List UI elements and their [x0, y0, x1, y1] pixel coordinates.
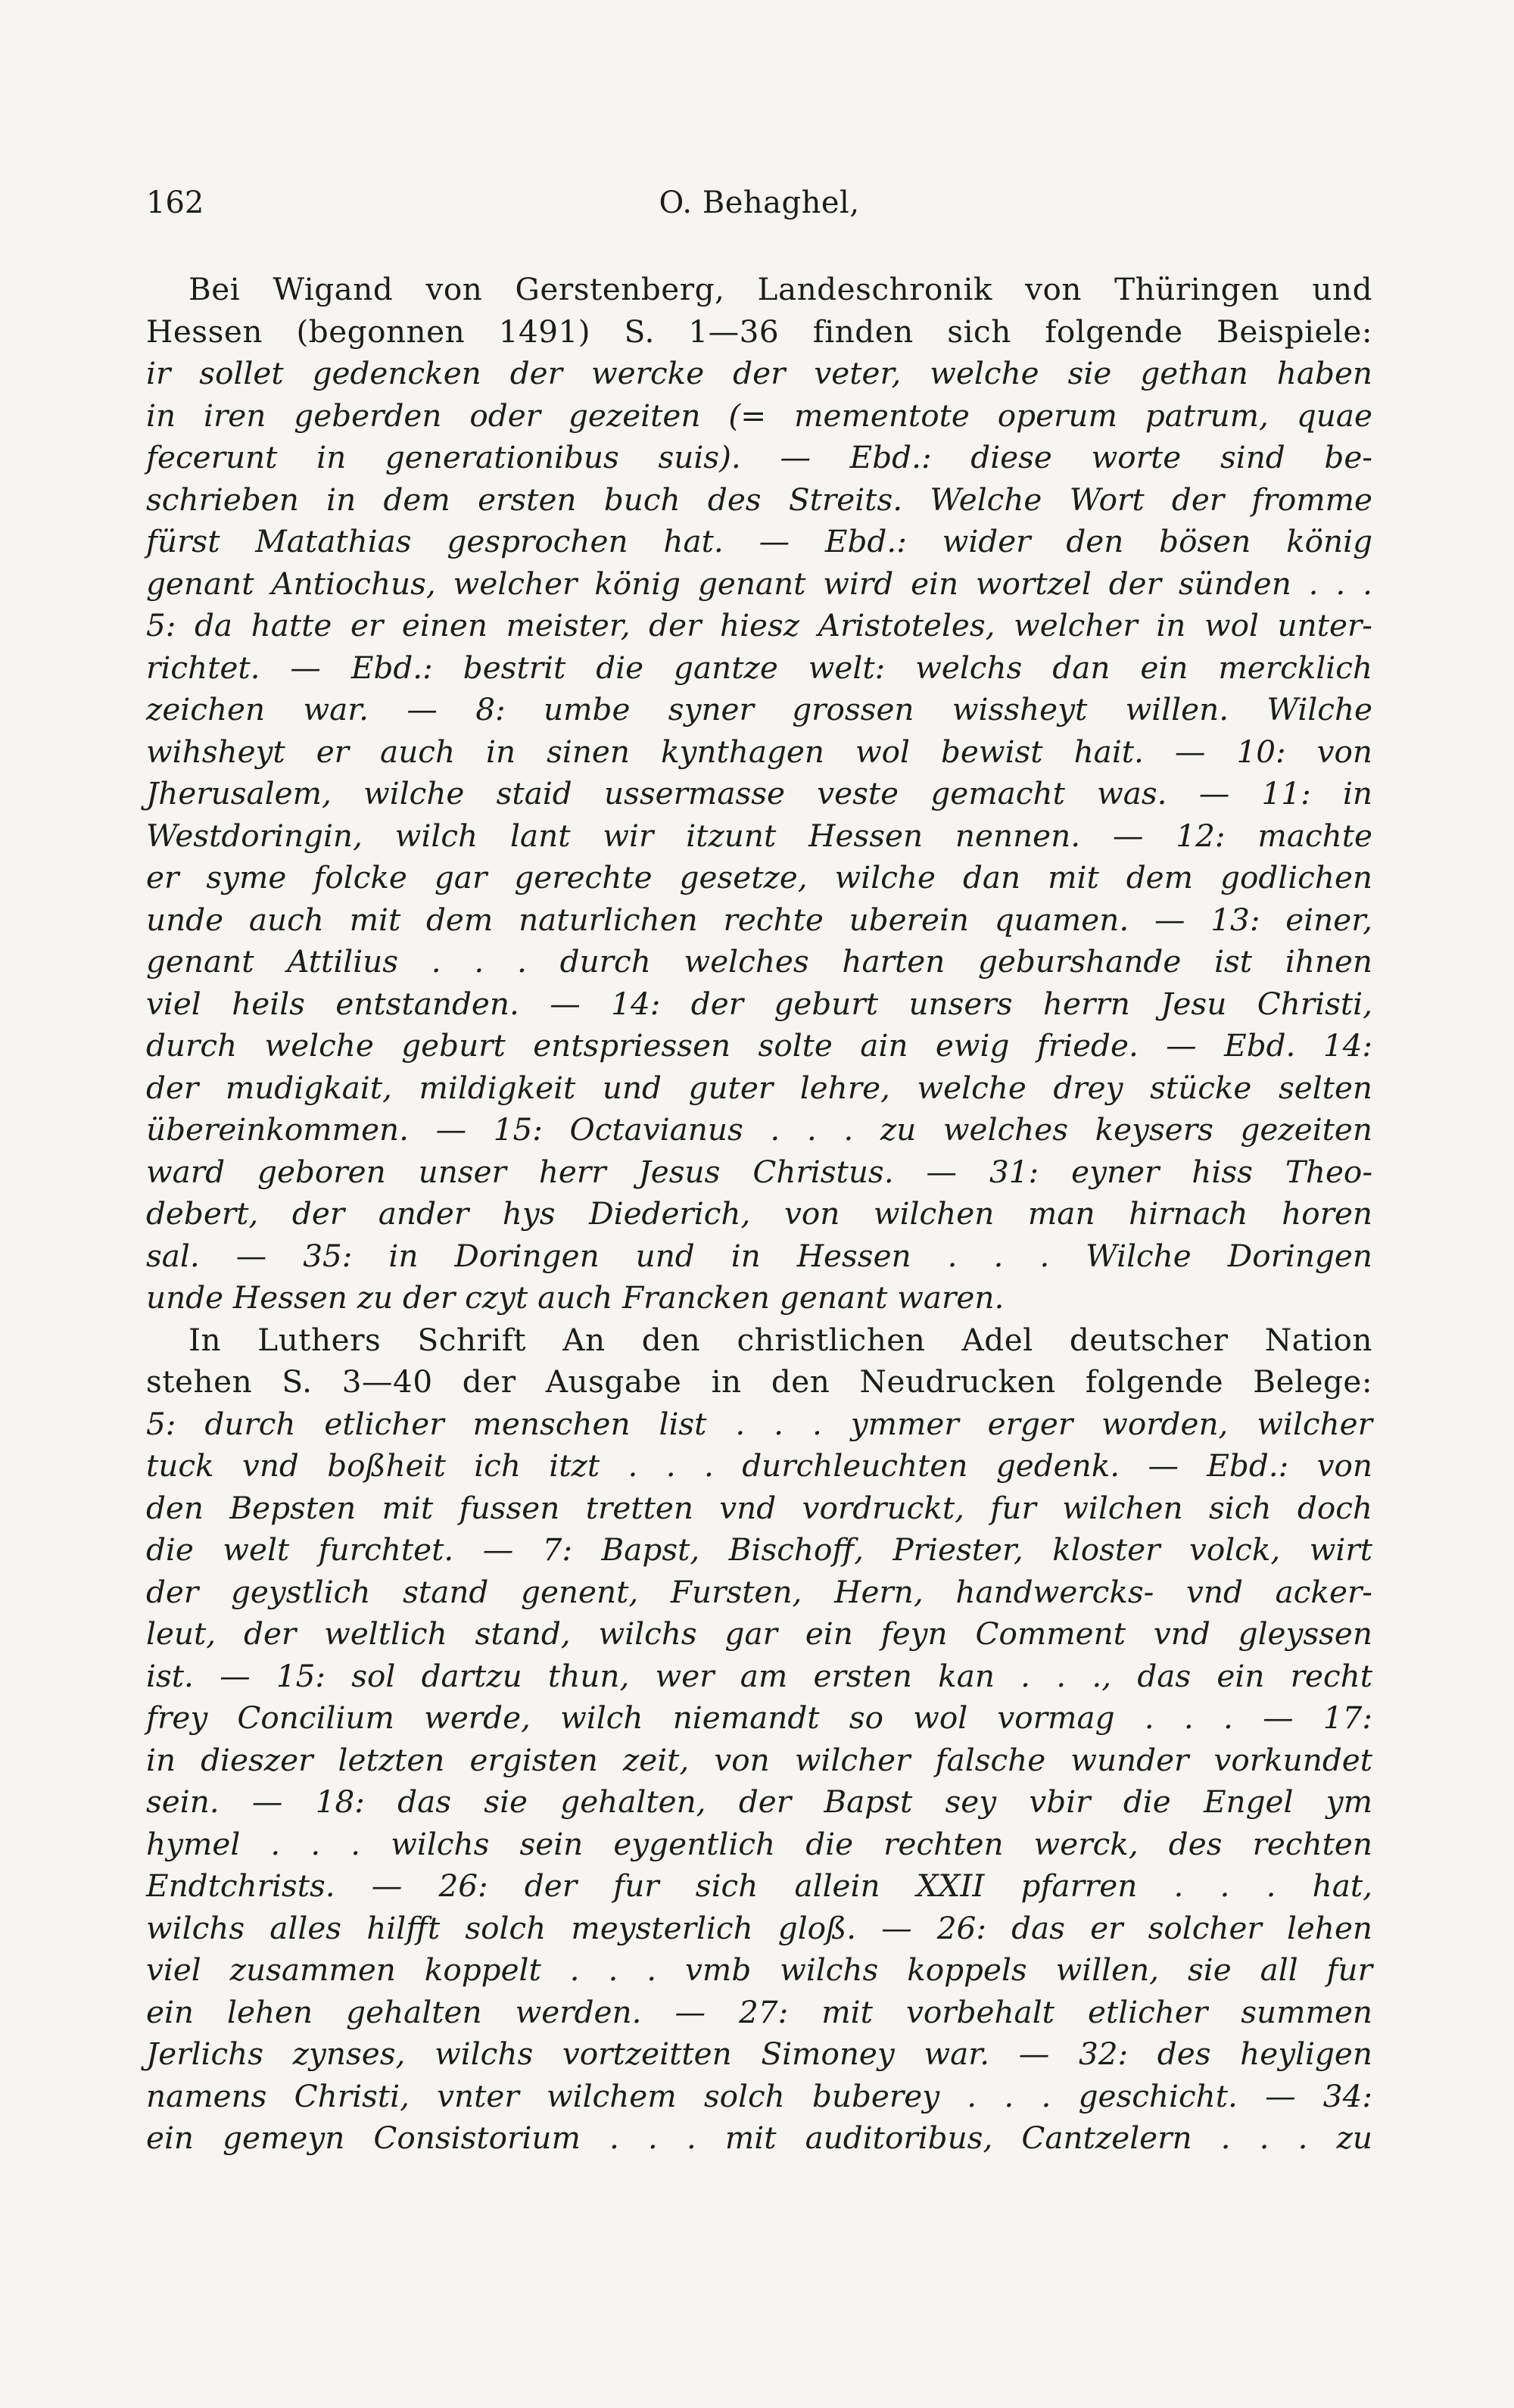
text-line: fecerunt in generationibus suis). — Ebd.: diese worte sind be- [146, 439, 1372, 475]
text-line: ir sollet gedencken der wercke der veter, welche sie gethan haben [146, 355, 1372, 391]
page-number: 162 [146, 185, 204, 220]
text-line: die welt furchtet. — 7: Bapst, Bischoff, Priester, kloster volck, wirt [146, 1531, 1372, 1568]
text-line: wilchs alles hilfft solch meysterlich gloß. — 26: das er solcher lehen [146, 1909, 1372, 1946]
text-line: Hessen (begonnen 1491) S. 1—36 finden sich folgende Beispiele: [146, 313, 1372, 350]
text-line: übereinkommen. — 15: Octavianus . . . zu welches keysers gezeiten [146, 1111, 1372, 1148]
text-line: Endtchrists. — 26: der fur sich allein XXII pfarren . . . hat, [146, 1868, 1372, 1904]
page-header [146, 185, 1372, 238]
text-line: Bei Wigand von Gerstenberg, Landeschronik von Thüringen und [188, 271, 1372, 307]
text-line: 5: da hatte er einen meister, der hiesz Aristoteles, welcher in wol unter- [146, 607, 1372, 643]
text-line: ward geboren unser herr Jesus Christus. — 31: eyner hiss Theo- [146, 1153, 1372, 1190]
text-line: tuck vnd boßheit ich itzt . . . durchleuchten gedenk. — Ebd.: von [146, 1447, 1372, 1484]
text-line: namens Christi, vnter wilchem solch buberey . . . geschicht. — 34: [146, 2077, 1372, 2114]
text-line: ist. — 15: sol dartzu thun, wer am ersten kan . . ., das ein recht [146, 1657, 1372, 1694]
text-line: er syme folcke gar gerechte gesetze, wilche dan mit dem godlichen [146, 859, 1372, 896]
text-line: unde auch mit dem naturlichen rechte uberein quamen. — 13: einer, [146, 901, 1372, 938]
text-line: ein gemeyn Consistorium . . . mit auditoribus, Cantzelern . . . zu [146, 2120, 1372, 2156]
paragraph-gerstenberg [146, 269, 1372, 1319]
text-line: Westdoringin, wilch lant wir itzunt Hessen nennen. — 12: machte [146, 817, 1372, 854]
text-line: schrieben in dem ersten buch des Streits. Welche Wort der fromme [146, 481, 1372, 518]
text-line: stehen S. 3—40 der Ausgabe in den Neudrucken folgende Belege: [146, 1363, 1372, 1400]
text-line: richtet. — Ebd.: bestrit die gantze welt: welchs dan ein mercklich [146, 649, 1372, 686]
text-line: in iren geberden oder gezeiten (= mementote operum patrum, quae [146, 397, 1372, 434]
text-line: viel heils entstanden. — 14: der geburt unsers herrn Jesu Christi, [146, 985, 1372, 1022]
text-line: zeichen war. — 8: umbe syner grossen wissheyt willen. Wilche [146, 691, 1372, 727]
text-line: ein lehen gehalten werden. — 27: mit vorbehalt etlicher summen [146, 1993, 1372, 2030]
text-line: fürst Matathias gesprochen hat. — Ebd.: wider den bösen könig [146, 523, 1372, 559]
text-line: leut, der weltlich stand, wilchs gar ein feyn Comment vnd gleyssen [146, 1615, 1372, 1652]
text-line: viel zusammen koppelt . . . vmb wilchs koppels willen, sie all fur [146, 1952, 1372, 1988]
text-line: den Bepsten mit fussen tretten vnd vordruckt, fur wilchen sich doch [146, 1489, 1372, 1526]
text-line: In Luthers Schrift An den christlichen Adel deutscher Nation [188, 1321, 1372, 1358]
text-line: Jerlichs zynses, wilchs vortzeitten Simoney war. — 32: des heyligen [146, 2036, 1372, 2072]
text-line: sein. — 18: das sie gehalten, der Bapst sey vbir die Engel ym [146, 1783, 1372, 1820]
text-line: Jherusalem, wilche staid ussermasse veste gemacht was. — 11: in [146, 775, 1372, 811]
text-line: der mudigkait, mildigkeit und guter lehre, welche drey stücke selten [146, 1069, 1372, 1106]
text-line: durch welche geburt entspriessen solte ain ewig friede. — Ebd. 14: [146, 1027, 1372, 1064]
text-line: der geystlich stand genent, Fursten, Hern, handwercks- vnd acker- [146, 1573, 1372, 1610]
text-line: genant Attilius . . . durch welches harten geburshande ist ihnen [146, 943, 1372, 980]
text-line: wihsheyt er auch in sinen kynthagen wol bewist hait. — 10: von [146, 733, 1372, 770]
text-line: frey Concilium werde, wilch niemandt so wol vormag . . . — 17: [146, 1699, 1372, 1736]
running-title: O. Behaghel, [659, 185, 860, 220]
text-line: hymel . . . wilchs sein eygentlich die rechten werck, des rechten [146, 1825, 1372, 1862]
paragraph-luther [146, 1319, 1372, 2160]
text-line: debert, der ander hys Diederich, von wilchen man hirnach horen [146, 1195, 1372, 1232]
page-body [146, 269, 1372, 2160]
text-line: sal. — 35: in Doringen und in Hessen . . . Wilche Doringen [146, 1237, 1372, 1274]
text-line: genant Antiochus, welcher könig genant wird ein wortzel der sünden . . . [146, 565, 1372, 602]
text-line: in dieszer letzten ergisten zeit, von wilcher falsche wunder vorkundet [146, 1741, 1372, 1778]
text-line: unde Hessen zu der czyt auch Francken genant waren. [146, 1279, 1005, 1316]
text-line: 5: durch etlicher menschen list . . . ymmer erger worden, wilcher [146, 1405, 1372, 1442]
